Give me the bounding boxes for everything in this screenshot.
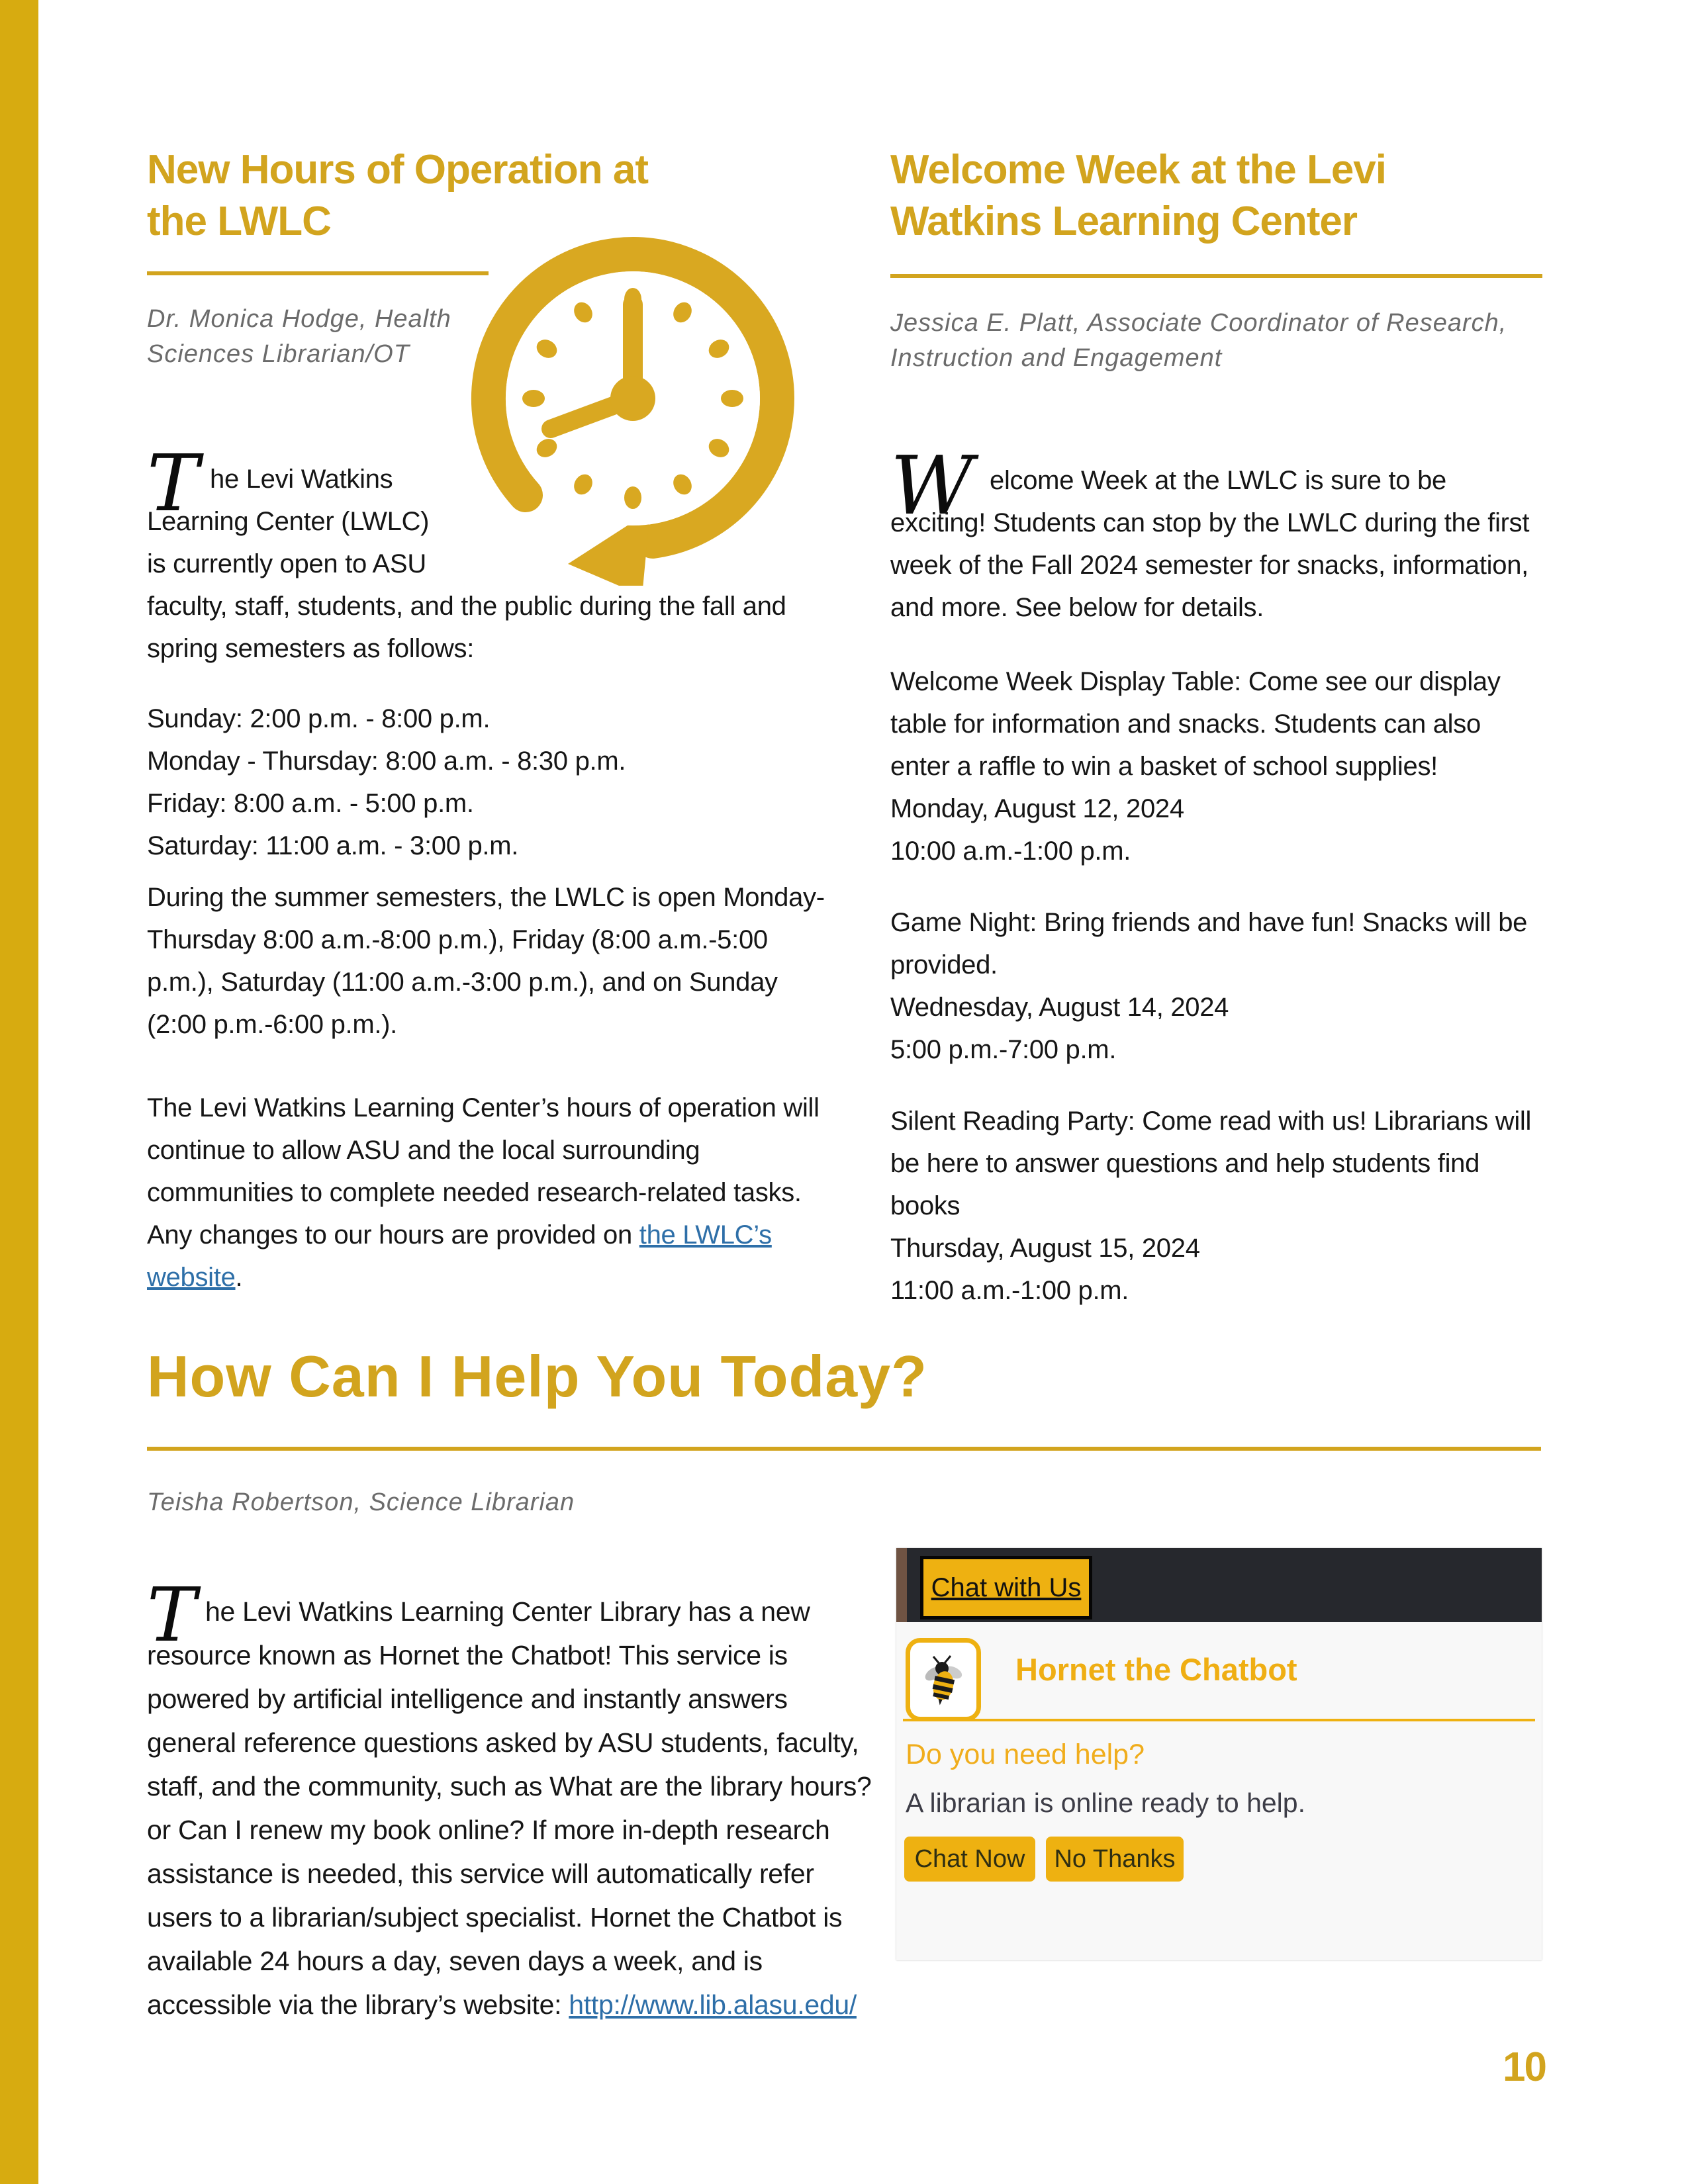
article-title-how-can-i-help: How Can I Help You Today?: [147, 1343, 927, 1409]
paragraph-chatbot-text: he Levi Watkins Learning Center Library has a new resource known as Hornet the Chatbot! This service is powered by artificial intelligence and instantly answers general reference questions asked by ASU students, faculty, staff, and the community, such as What are the library hours? or Can I renew my book online? If more in-depth research assistance is needed, this service will automatically refer users to a librarian/subject specialist. Hornet the Chatbot is available 24 hours a day, seven days a week, and is accessible via the library’s website:: [147, 1596, 872, 2020]
chat-with-us-label: Chat with Us: [931, 1572, 1082, 1602]
article-title-welcome-week: Welcome Week at the Levi Watkins Learning Center: [890, 147, 1387, 244]
article-new-hours: [147, 144, 835, 1298]
dropcap-T: T: [147, 1572, 197, 1659]
chatbot-title: Hornet the Chatbot: [1015, 1652, 1297, 1687]
hornet-avatar-card: [906, 1638, 981, 1721]
event-time: 10:00 a.m.-1:00 p.m.: [890, 837, 1131, 866]
chat-divider-line: [903, 1719, 1535, 1721]
dropcap-T: T: [147, 437, 199, 529]
event-time: 11:00 a.m.-1:00 p.m.: [890, 1276, 1129, 1305]
lwlc-website-link[interactable]: the LWLC’s website: [147, 1220, 772, 1292]
event-description: Welcome Week Display Table: Come see our display table for information and snacks. Students can also enter a raffle to win a basket of school supplies!: [890, 667, 1501, 781]
paragraph-intro: [147, 437, 835, 670]
article-title-new-hours: New Hours of Operation at the LWLC: [147, 147, 648, 244]
chat-widget-header: [896, 1548, 1542, 1622]
paragraph-intro-text: he Levi Watkins Learning Center (LWLC) is currently open to ASU faculty, staff, students, and the public during the fall and spring semesters as follows:: [147, 465, 786, 663]
event-game-night: [890, 901, 1546, 1071]
event-silent-reading-party: [890, 1100, 1546, 1312]
article-welcome-week: [890, 144, 1546, 1312]
paragraph-summer-hours: During the summer semesters, the LWLC is open Monday-Thursday 8:00 a.m.-8:00 p.m.), Friday (8:00 a.m.-5:00 p.m.), Saturday (11:00 a.m.-3:00 p.m.), and on Sunday (2:00 p.m.-6:00 p.m.).: [147, 883, 825, 1039]
clock-wrap-spacer: [455, 458, 835, 585]
event-description: Silent Reading Party: Come read with us! Librarians will be here to answer questions and help students find books: [890, 1107, 1532, 1220]
chat-question-text: Do you need help?: [906, 1739, 1145, 1770]
byline-teisha-robertson: Teisha Robertson, Science Librarian: [147, 1488, 575, 1516]
paragraph-welcome-intro: [890, 439, 1546, 629]
chat-with-us-tab[interactable]: [920, 1556, 1092, 1619]
paragraph-hours-changes-text: The Levi Watkins Learning Center’s hours of operation will continue to allow ASU and the local surrounding communities to complete needed research-related tasks. Any changes to our hours are provided on: [147, 1093, 820, 1250]
hours-list: [147, 698, 835, 867]
chat-now-button[interactable]: Chat Now: [904, 1837, 1035, 1882]
event-date: Thursday, August 15, 2024: [890, 1234, 1200, 1263]
event-time: 5:00 p.m.-7:00 p.m.: [890, 1035, 1117, 1064]
no-thanks-button[interactable]: No Thanks: [1046, 1837, 1184, 1882]
paragraph-hours-changes-period: .: [235, 1263, 243, 1292]
title-underline-rule: [147, 271, 489, 275]
hours-friday: Friday: 8:00 a.m. - 5:00 p.m.: [147, 789, 474, 818]
event-display-table: [890, 660, 1546, 872]
hornet-bee-icon: [921, 1654, 965, 1706]
browser-edge-strip: [896, 1548, 907, 1622]
title-underline-rule: [147, 1447, 1541, 1451]
librarian-status-text: A librarian is online ready to help.: [906, 1788, 1305, 1818]
hours-saturday: Saturday: 11:00 a.m. - 3:00 p.m.: [147, 831, 519, 860]
paragraph-hours-changes: [147, 1087, 835, 1298]
byline-jessica-platt: Jessica E. Platt, Associate Coordinator of Research, Instruction and Engagement: [890, 309, 1507, 372]
event-description: Game Night: Bring friends and have fun! Snacks will be provided.: [890, 908, 1528, 979]
paragraph-welcome-intro-text: elcome Week at the LWLC is sure to be exciting! Students can stop by the LWLC during the first week of the Fall 2024 semester for snacks, information, and more. See below for details.: [890, 466, 1530, 622]
dropcap-W: W: [890, 439, 974, 533]
hornet-chatbot-screenshot: [896, 1548, 1542, 1960]
title-underline-rule: [890, 274, 1542, 278]
page-number: 10: [1503, 2044, 1546, 2090]
byline-monica-hodge: Dr. Monica Hodge, Health Sciences Librarian/OT: [147, 305, 451, 368]
event-date: Monday, August 12, 2024: [890, 794, 1184, 823]
hours-sunday: Sunday: 2:00 p.m. - 8:00 p.m.: [147, 704, 491, 733]
event-date: Wednesday, August 14, 2024: [890, 993, 1229, 1022]
library-website-url-link[interactable]: http://www.lib.alasu.edu/: [569, 1989, 857, 2020]
left-accent-bar: [0, 0, 38, 2184]
hours-monday-thursday: Monday - Thursday: 8:00 a.m. - 8:30 p.m.: [147, 747, 626, 776]
